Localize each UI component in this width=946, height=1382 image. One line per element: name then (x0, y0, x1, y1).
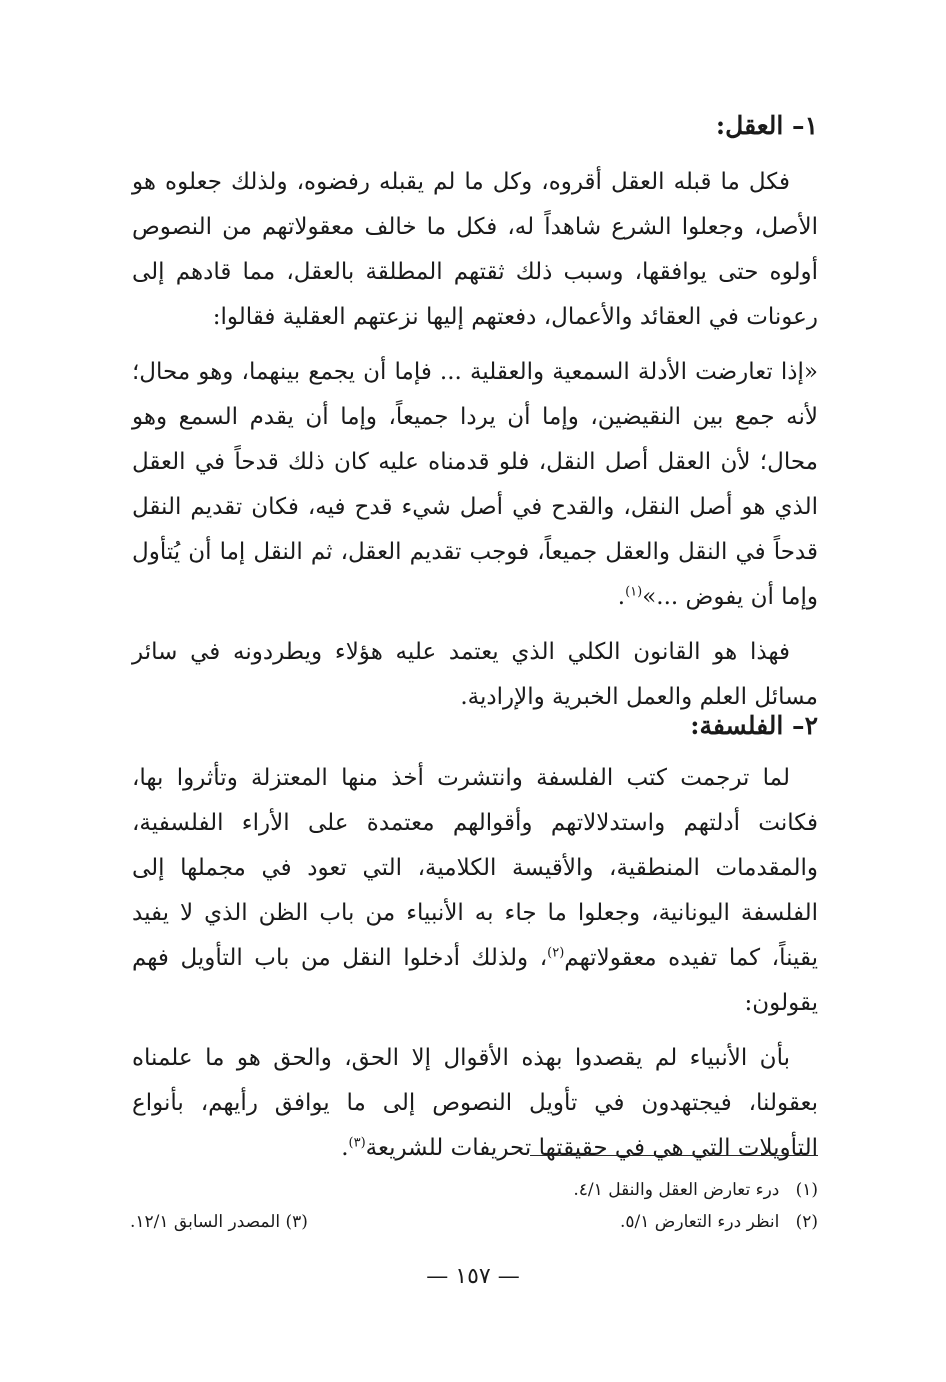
footnote-number: (١) (795, 1180, 818, 1200)
footnote-3 (130, 1209, 308, 1235)
section-reason-body (132, 160, 818, 720)
section-heading-reason: ١– العقل: (715, 111, 818, 140)
paragraph-philosophy-text-a: لما ترجمت كتب الفلسفة وانتشرت أخذ منها المعتزلة وتأثروا بها، فكانت أدلتهم واستدلالاتهم وأقوالهم معتمدة على الأراء الفلسفية، والمقدمات المنطقية، والأقيسة الكلامية، التي تعود في مجملها إلى الفلسفة اليونانية، وجعلوا ما جاء به الأنبياء من باب الظن الذي لا يفيد يقيناً، كما تفيده معقولاتهم (132, 765, 819, 971)
footnote-number: (٣) (285, 1212, 308, 1232)
footnote-text: انظر درء التعارض ٥/١. (620, 1212, 780, 1232)
paragraph-reason-intro: فكل ما قبله العقل أقروه، وكل ما لم يقبله رفضوه، ولذلك جعلوه هو الأصل، وجعلوا الشرع شاهداً له، فكل ما خالف معقولاتهم من النصوص أولوه حتى يوافقها، وسبب ذلك ثقتهم المطلقة بالعقل، مما قادهم إلى رعونات في العقائد والأعمال، دفعتهم إليها نزعتهم العقلية فقالوا: (132, 169, 818, 330)
footnote-separator (530, 1155, 818, 1156)
footnote-text: المصدر السابق ١٢/١. (130, 1212, 281, 1232)
paragraph-quote: «إذا تعارضت الأدلة السمعية والعقلية ... فإما أن يجمع بينهما، وهو محال؛ لأنه جمع بين النقيضين، وإما أن يردا جميعاً، وإما أن يقدم السمع وهو محال؛ لأن العقل أصل النقل، فلو قدمناه عليه كان ذلك قدحاً في العقل الذي هو أصل النقل، والقدح في أصل شيء قدح فيه، فكان تقديم النقل قدحاً في النقل والعقل جميعاً، فوجب تقديم العقل، ثم النقل إما أن يُتأول وإما أن يفوض ...»$^{(١)}$. (132, 359, 818, 610)
paragraph-prophets-text: بأن الأنبياء لم يقصدوا بهذه الأقوال إلا الحق، والحق هو ما علمناه بعقولنا، فيجتهدون في تأويل النصوص إلى ما يوافق رأيهم، بأنواع التأويلات التي هي في حقيقتها تحريفات للشريعة (132, 1045, 818, 1161)
footnote-number: (٢) (795, 1212, 818, 1232)
page-number: — ١٥٧ — (426, 1264, 520, 1289)
footnote-ref-2: (٢) (547, 945, 565, 961)
paragraph-prophets: بأن الأنبياء لم يقصدوا بهذه الأقوال إلا الحق، والحق هو ما علمناه بعقولنا، فيجتهدون في تأويل النصوص إلى ما يوافق رأيهم، بأنواع التأويلات التي هي في حقيقتها تحريفات للشريعة$^{(٣)}$. (132, 1045, 818, 1161)
paragraph-general-law: فهذا هو القانون الكلي الذي يعتمد عليه هؤلاء ويطردونه في سائر مسائل العلم والعمل الخبرية والإرادية. (132, 639, 818, 710)
section-heading-philosophy: ٢– الفلسفة: (690, 711, 818, 740)
quote-text: «إذا تعارضت الأدلة السمعية والعقلية ... فإما أن يجمع بينهما، وهو محال؛ لأنه جمع بين النقيضين، وإما أن يردا جميعاً، وإما أن يقدم السمع وهو محال؛ لأن العقل أصل النقل، فلو قدمناه عليه كان ذلك قدحاً في العقل الذي هو أصل النقل، والقدح في أصل شيء قدح فيه، فكان تقديم النقل قدحاً في النقل والعقل جميعاً، فوجب تقديم العقل، ثم النقل إما أن يُتأول وإما أن يفوض ...» (132, 359, 818, 610)
paragraph-philosophy-intro (132, 756, 818, 1026)
footnote-text: درء تعارض العقل والنقل ٤/١. (573, 1180, 780, 1200)
footnote-ref-1: (١) (625, 584, 643, 600)
footnote-2 (620, 1209, 818, 1235)
footnote-1 (573, 1177, 818, 1203)
footnote-ref-3: (٣) (348, 1135, 366, 1151)
paragraph-philosophy-text-b: ، ولذلك أدخلوا النقل من باب التأويل فهم يقولون: (132, 945, 818, 1016)
section-philosophy-body (132, 756, 818, 1171)
